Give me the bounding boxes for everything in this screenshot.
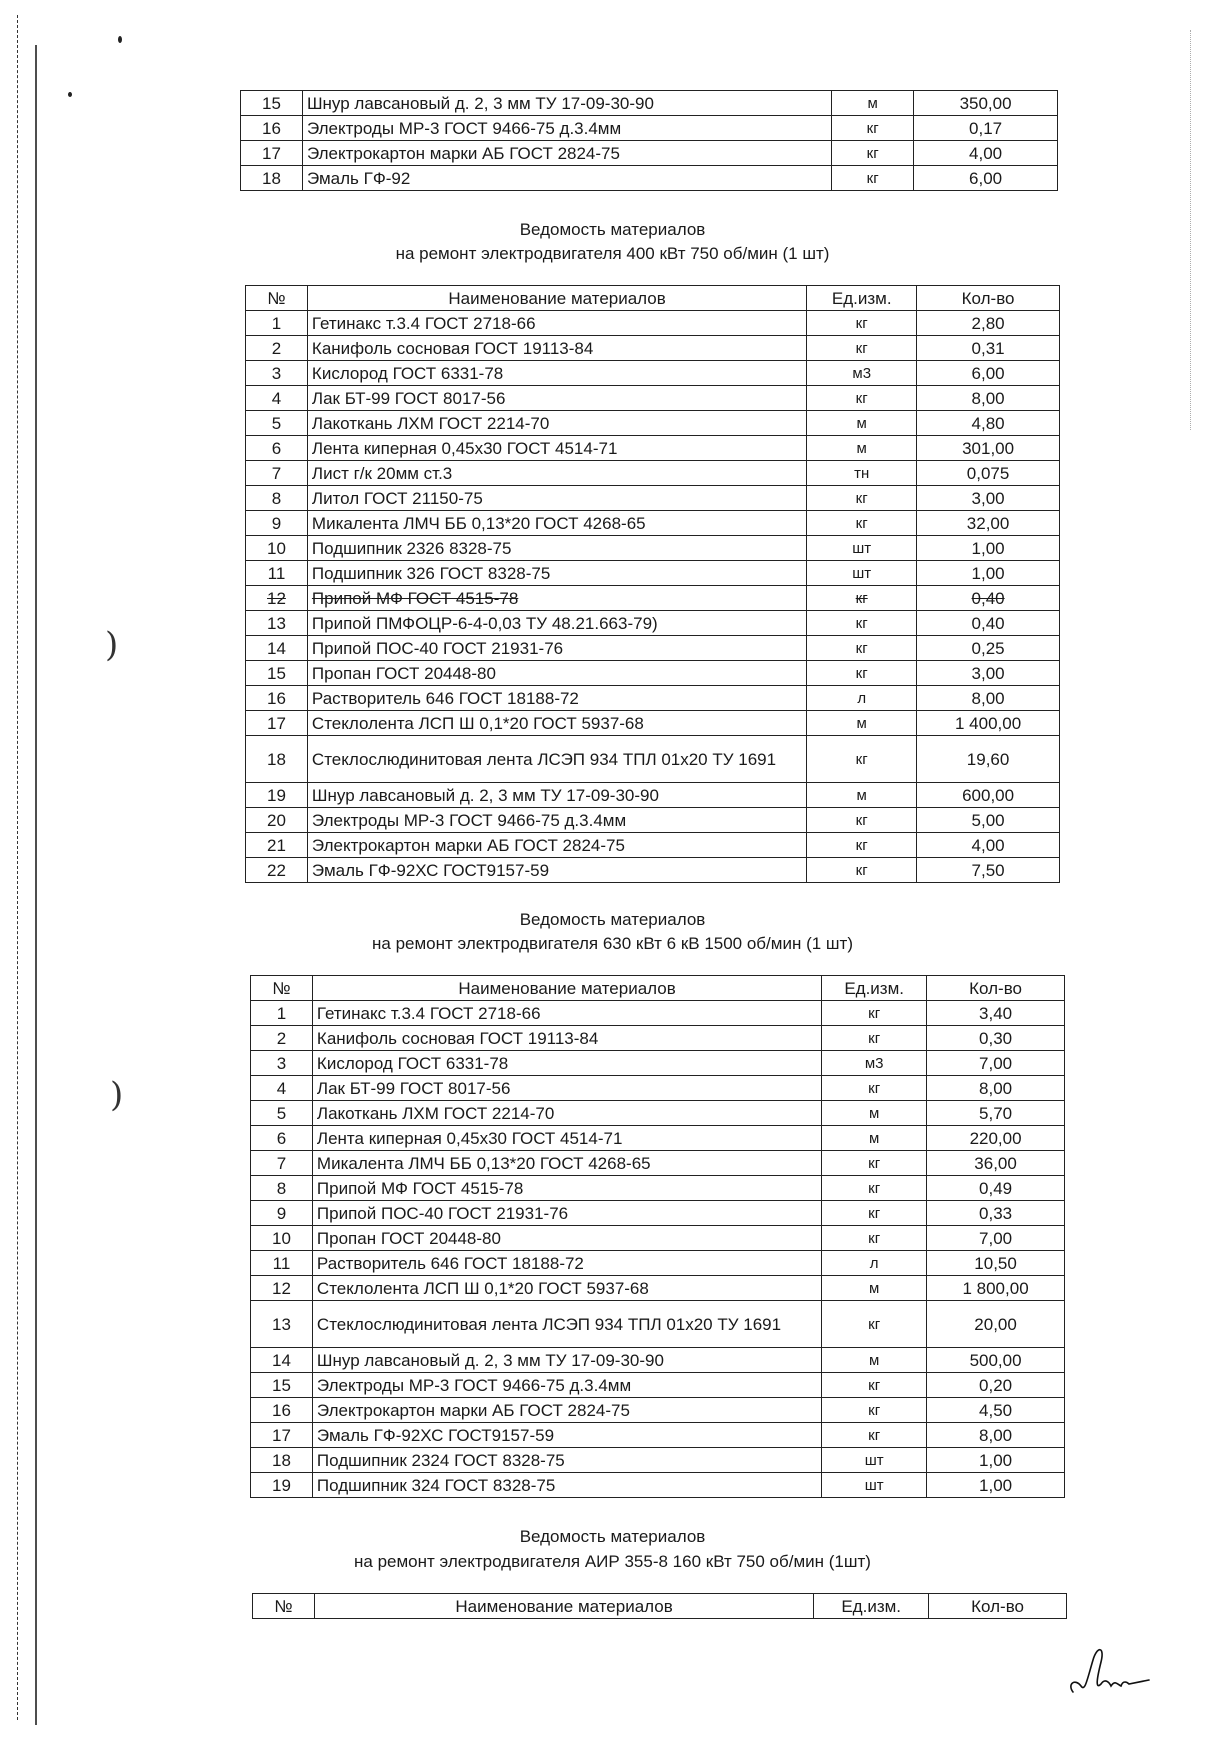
header-unit: Ед.изм.: [807, 286, 917, 311]
unit-of-measure: шт: [807, 561, 917, 586]
table-row: [246, 561, 1060, 586]
quantity: 7,50: [917, 858, 1060, 883]
material-name: Лак БТ-99 ГОСТ 8017-56: [312, 1076, 821, 1101]
material-name: Кислород ГОСТ 6331-78: [312, 1051, 821, 1076]
row-number: 6: [246, 436, 308, 461]
quantity: 1,00: [917, 536, 1060, 561]
table-row: [251, 1101, 1065, 1126]
unit-of-measure: кг: [832, 141, 914, 166]
scan-speck: [68, 92, 72, 97]
row-number: 14: [246, 636, 308, 661]
table-row: [251, 1348, 1065, 1373]
material-name: Эмаль ГФ-92ХС ГОСТ9157-59: [307, 858, 806, 883]
quantity: 1 800,00: [927, 1276, 1065, 1301]
header-qty: Кол-во: [917, 286, 1060, 311]
row-number: 18: [241, 166, 303, 191]
unit-of-measure: м: [822, 1101, 927, 1126]
material-name: Микалента ЛМЧ ББ 0,13*20 ГОСТ 4268-65: [307, 511, 806, 536]
header-name: Наименование материалов: [312, 976, 821, 1001]
material-name: Электрокартон марки АБ ГОСТ 2824-75: [302, 141, 831, 166]
materials-table-400: [245, 285, 1060, 883]
quantity: 10,50: [927, 1251, 1065, 1276]
header-name: Наименование материалов: [314, 1594, 813, 1619]
row-number: 10: [251, 1226, 313, 1251]
unit-of-measure: кг: [822, 1201, 927, 1226]
quantity: 301,00: [917, 436, 1060, 461]
quantity: 600,00: [917, 783, 1060, 808]
table-row: [251, 1201, 1065, 1226]
table-row: [246, 736, 1060, 783]
material-name: Гетинакс т.3.4 ГОСТ 2718-66: [312, 1001, 821, 1026]
quantity: 0,40: [917, 586, 1060, 611]
quantity: 0,17: [914, 116, 1058, 141]
table-row: [251, 1226, 1065, 1251]
row-number: 17: [241, 141, 303, 166]
material-name: Лента киперная 0,45х30 ГОСТ 4514-71: [307, 436, 806, 461]
quantity: 36,00: [927, 1151, 1065, 1176]
unit-of-measure: кг: [832, 166, 914, 191]
quantity: 19,60: [917, 736, 1060, 783]
unit-of-measure: кг: [807, 636, 917, 661]
row-number: 12: [251, 1276, 313, 1301]
material-name: Подшипник 2326 8328-75: [307, 536, 806, 561]
table-row: [251, 1448, 1065, 1473]
row-number: 2: [246, 336, 308, 361]
table-row: [246, 336, 1060, 361]
material-name: Подшипник 324 ГОСТ 8328-75: [312, 1473, 821, 1498]
quantity: 0,30: [927, 1026, 1065, 1051]
table-row: [246, 611, 1060, 636]
material-name: Лакоткань ЛХМ ГОСТ 2214-70: [312, 1101, 821, 1126]
table-row: [246, 386, 1060, 411]
unit-of-measure: кг: [822, 1226, 927, 1251]
row-number: 18: [251, 1448, 313, 1473]
quantity: 0,25: [917, 636, 1060, 661]
quantity: 3,40: [927, 1001, 1065, 1026]
material-name: Электроды МР-3 ГОСТ 9466-75 д.3.4мм: [302, 116, 831, 141]
section-title-400: Ведомость материалов: [519, 220, 706, 239]
material-name: Лист г/к 20мм ст.3: [307, 461, 806, 486]
quantity: 220,00: [927, 1126, 1065, 1151]
unit-of-measure: м: [807, 783, 917, 808]
quantity: 8,00: [927, 1423, 1065, 1448]
signature-icon: [1065, 1640, 1155, 1700]
unit-of-measure: шт: [807, 536, 917, 561]
quantity: 0,20: [927, 1373, 1065, 1398]
unit-of-measure: кг: [807, 386, 917, 411]
material-name: Растворитель 646 ГОСТ 18188-72: [312, 1251, 821, 1276]
row-number: 8: [251, 1176, 313, 1201]
row-number: 22: [246, 858, 308, 883]
unit-of-measure: м: [807, 411, 917, 436]
unit-of-measure: м3: [807, 361, 917, 386]
row-number: 18: [246, 736, 308, 783]
unit-of-measure: тн: [807, 461, 917, 486]
material-name: Электрокартон марки АБ ГОСТ 2824-75: [307, 833, 806, 858]
table-row: [246, 661, 1060, 686]
table-row: [246, 461, 1060, 486]
unit-of-measure: кг: [807, 858, 917, 883]
table-row: [251, 1001, 1065, 1026]
unit-of-measure: кг: [807, 833, 917, 858]
unit-of-measure: м: [822, 1348, 927, 1373]
row-number: 3: [246, 361, 308, 386]
unit-of-measure: кг: [832, 116, 914, 141]
row-number: 16: [241, 116, 303, 141]
quantity: 1,00: [917, 561, 1060, 586]
quantity: 0,33: [927, 1201, 1065, 1226]
quantity: 0,31: [917, 336, 1060, 361]
material-name: Микалента ЛМЧ ББ 0,13*20 ГОСТ 4268-65: [312, 1151, 821, 1176]
table-row: [251, 1151, 1065, 1176]
table-row: [251, 1276, 1065, 1301]
material-name: Электроды МР-3 ГОСТ 9466-75 д.3.4мм: [312, 1373, 821, 1398]
quantity: 1 400,00: [917, 711, 1060, 736]
unit-of-measure: м: [832, 91, 914, 116]
row-number: 3: [251, 1051, 313, 1076]
table-row: [246, 511, 1060, 536]
table-row: [251, 1076, 1065, 1101]
row-number: 2: [251, 1026, 313, 1051]
unit-of-measure: кг: [807, 311, 917, 336]
table-row: [246, 636, 1060, 661]
header-qty: Кол-во: [927, 976, 1065, 1001]
section-subtitle-400: на ремонт электродвигателя 400 кВт 750 об/мин (1 шт): [395, 244, 830, 263]
header-num: №: [251, 976, 313, 1001]
continuation-table: [240, 90, 1058, 191]
quantity: 6,00: [917, 361, 1060, 386]
unit-of-measure: л: [822, 1251, 927, 1276]
row-number: 13: [246, 611, 308, 636]
quantity: 7,00: [927, 1226, 1065, 1251]
material-name: Электрокартон марки АБ ГОСТ 2824-75: [312, 1398, 821, 1423]
unit-of-measure: кг: [807, 336, 917, 361]
section-subtitle-630: на ремонт электродвигателя 630 кВт 6 кВ 1500 об/мин (1 шт): [372, 934, 853, 953]
table-row: [251, 1051, 1065, 1076]
quantity: 0,49: [927, 1176, 1065, 1201]
row-number: 6: [251, 1126, 313, 1151]
table-row: [241, 91, 1058, 116]
material-name: Кислород ГОСТ 6331-78: [307, 361, 806, 386]
material-name: Литол ГОСТ 21150-75: [307, 486, 806, 511]
table-row: [241, 141, 1058, 166]
table-header-row: [253, 1594, 1067, 1619]
row-number: 19: [251, 1473, 313, 1498]
row-number: 7: [251, 1151, 313, 1176]
material-name: Эмаль ГФ-92ХС ГОСТ9157-59: [312, 1423, 821, 1448]
quantity: 500,00: [927, 1348, 1065, 1373]
table-row: [251, 1176, 1065, 1201]
quantity: 1,00: [927, 1448, 1065, 1473]
row-number: 4: [251, 1076, 313, 1101]
table-row: [246, 311, 1060, 336]
unit-of-measure: кг: [807, 586, 917, 611]
section-title-630: Ведомость материалов: [519, 910, 706, 929]
row-number: 15: [241, 91, 303, 116]
table-row: [246, 486, 1060, 511]
material-name: Припой МФ ГОСТ 4515-78: [307, 586, 806, 611]
material-name: Канифоль сосновая ГОСТ 19113-84: [312, 1026, 821, 1051]
unit-of-measure: кг: [807, 808, 917, 833]
quantity: 1,00: [927, 1473, 1065, 1498]
header-num: №: [246, 286, 308, 311]
row-number: 1: [246, 311, 308, 336]
material-name: Шнур лавсановый д. 2, 3 мм ТУ 17-09-30-90: [302, 91, 831, 116]
row-number: 7: [246, 461, 308, 486]
scan-bracket-mark: ): [105, 625, 119, 665]
unit-of-measure: м: [807, 711, 917, 736]
table-row: [246, 858, 1060, 883]
section-title-air: Ведомость материалов: [519, 1527, 706, 1546]
table-row: [246, 783, 1060, 808]
material-name: Канифоль сосновая ГОСТ 19113-84: [307, 336, 806, 361]
unit-of-measure: м: [822, 1276, 927, 1301]
unit-of-measure: л: [807, 686, 917, 711]
table-row: [246, 536, 1060, 561]
table-header-row: [251, 976, 1065, 1001]
table-row: [251, 1026, 1065, 1051]
material-name: Стеклослюдинитовая лента ЛСЭП 934 ТПЛ 01х20 ТУ 1691: [312, 1301, 821, 1348]
row-number: 15: [246, 661, 308, 686]
unit-of-measure: м: [822, 1126, 927, 1151]
row-number: 14: [251, 1348, 313, 1373]
material-name: Растворитель 646 ГОСТ 18188-72: [307, 686, 806, 711]
material-name: Шнур лавсановый д. 2, 3 мм ТУ 17-09-30-90: [307, 783, 806, 808]
quantity: 3,00: [917, 486, 1060, 511]
row-number: 17: [251, 1423, 313, 1448]
unit-of-measure: кг: [807, 736, 917, 783]
quantity: 4,50: [927, 1398, 1065, 1423]
quantity: 8,00: [917, 386, 1060, 411]
section-subtitle-air: на ремонт электродвигателя АИР 355-8 160 кВт 750 об/мин (1шт): [354, 1552, 871, 1571]
row-number: 5: [251, 1101, 313, 1126]
unit-of-measure: м3: [822, 1051, 927, 1076]
material-name: Гетинакс т.3.4 ГОСТ 2718-66: [307, 311, 806, 336]
quantity: 7,00: [927, 1051, 1065, 1076]
quantity: 4,80: [917, 411, 1060, 436]
table-row: [246, 711, 1060, 736]
row-number: 17: [246, 711, 308, 736]
quantity: 8,00: [927, 1076, 1065, 1101]
table-row: [251, 1398, 1065, 1423]
quantity: 6,00: [914, 166, 1058, 191]
row-number: 11: [246, 561, 308, 586]
material-name: Стеклолента ЛСП Ш 0,1*20 ГОСТ 5937-68: [307, 711, 806, 736]
row-number: 11: [251, 1251, 313, 1276]
scan-binding-line: [35, 45, 37, 1725]
row-number: 16: [246, 686, 308, 711]
header-name: Наименование материалов: [307, 286, 806, 311]
table-row: [251, 1301, 1065, 1348]
materials-table-630: [250, 975, 1065, 1498]
quantity: 0,075: [917, 461, 1060, 486]
row-number: 15: [251, 1373, 313, 1398]
row-number: 21: [246, 833, 308, 858]
table-row: [246, 808, 1060, 833]
scan-bracket-mark: ): [110, 1075, 124, 1115]
table-row: [246, 411, 1060, 436]
table-header-row: [246, 286, 1060, 311]
row-number: 12: [246, 586, 308, 611]
quantity: 4,00: [914, 141, 1058, 166]
table-row: [241, 166, 1058, 191]
unit-of-measure: кг: [822, 1423, 927, 1448]
table-row: [246, 686, 1060, 711]
row-number: 20: [246, 808, 308, 833]
unit-of-measure: кг: [807, 511, 917, 536]
unit-of-measure: м: [807, 436, 917, 461]
table-row: [246, 833, 1060, 858]
header-num: №: [253, 1594, 315, 1619]
table-row: [246, 436, 1060, 461]
material-name: Шнур лавсановый д. 2, 3 мм ТУ 17-09-30-90: [312, 1348, 821, 1373]
row-number: 19: [246, 783, 308, 808]
quantity: 4,00: [917, 833, 1060, 858]
row-number: 5: [246, 411, 308, 436]
quantity: 5,70: [927, 1101, 1065, 1126]
table-row: [241, 116, 1058, 141]
row-number: 9: [251, 1201, 313, 1226]
unit-of-measure: кг: [822, 1151, 927, 1176]
quantity: 0,40: [917, 611, 1060, 636]
row-number: 13: [251, 1301, 313, 1348]
header-qty: Кол-во: [929, 1594, 1067, 1619]
material-name: Эмаль ГФ-92: [302, 166, 831, 191]
material-name: Лак БТ-99 ГОСТ 8017-56: [307, 386, 806, 411]
material-name: Лакоткань ЛХМ ГОСТ 2214-70: [307, 411, 806, 436]
unit-of-measure: шт: [822, 1448, 927, 1473]
table-row: [246, 586, 1060, 611]
header-unit: Ед.изм.: [814, 1594, 929, 1619]
table-row: [251, 1473, 1065, 1498]
quantity: 5,00: [917, 808, 1060, 833]
material-name: Электроды МР-3 ГОСТ 9466-75 д.3.4мм: [307, 808, 806, 833]
materials-table-air: [252, 1593, 1067, 1619]
unit-of-measure: кг: [807, 661, 917, 686]
unit-of-measure: кг: [822, 1026, 927, 1051]
unit-of-measure: кг: [807, 486, 917, 511]
unit-of-measure: шт: [822, 1473, 927, 1498]
material-name: Пропан ГОСТ 20448-80: [312, 1226, 821, 1251]
unit-of-measure: кг: [822, 1176, 927, 1201]
scan-speck: [118, 36, 122, 43]
material-name: Лента киперная 0,45х30 ГОСТ 4514-71: [312, 1126, 821, 1151]
unit-of-measure: кг: [822, 1373, 927, 1398]
quantity: 3,00: [917, 661, 1060, 686]
row-number: 9: [246, 511, 308, 536]
table-row: [251, 1126, 1065, 1151]
header-unit: Ед.изм.: [822, 976, 927, 1001]
table-row: [246, 361, 1060, 386]
row-number: 1: [251, 1001, 313, 1026]
material-name: Стеклослюдинитовая лента ЛСЭП 934 ТПЛ 01х20 ТУ 1691: [307, 736, 806, 783]
table-row: [251, 1251, 1065, 1276]
quantity: 20,00: [927, 1301, 1065, 1348]
quantity: 350,00: [914, 91, 1058, 116]
material-name: Пропан ГОСТ 20448-80: [307, 661, 806, 686]
material-name: Подшипник 326 ГОСТ 8328-75: [307, 561, 806, 586]
table-row: [251, 1373, 1065, 1398]
unit-of-measure: кг: [822, 1398, 927, 1423]
unit-of-measure: кг: [822, 1076, 927, 1101]
row-number: 10: [246, 536, 308, 561]
row-number: 4: [246, 386, 308, 411]
row-number: 16: [251, 1398, 313, 1423]
row-number: 8: [246, 486, 308, 511]
unit-of-measure: кг: [822, 1001, 927, 1026]
scan-margin-line: [17, 15, 18, 1720]
table-row: [251, 1423, 1065, 1448]
material-name: Припой ПМФОЦР-6-4-0,03 ТУ 48.21.663-79): [307, 611, 806, 636]
unit-of-measure: кг: [822, 1301, 927, 1348]
material-name: Подшипник 2324 ГОСТ 8328-75: [312, 1448, 821, 1473]
quantity: 32,00: [917, 511, 1060, 536]
material-name: Припой ПОС-40 ГОСТ 21931-76: [312, 1201, 821, 1226]
material-name: Припой ПОС-40 ГОСТ 21931-76: [307, 636, 806, 661]
material-name: Стеклолента ЛСП Ш 0,1*20 ГОСТ 5937-68: [312, 1276, 821, 1301]
quantity: 8,00: [917, 686, 1060, 711]
unit-of-measure: кг: [807, 611, 917, 636]
quantity: 2,80: [917, 311, 1060, 336]
material-name: Припой МФ ГОСТ 4515-78: [312, 1176, 821, 1201]
